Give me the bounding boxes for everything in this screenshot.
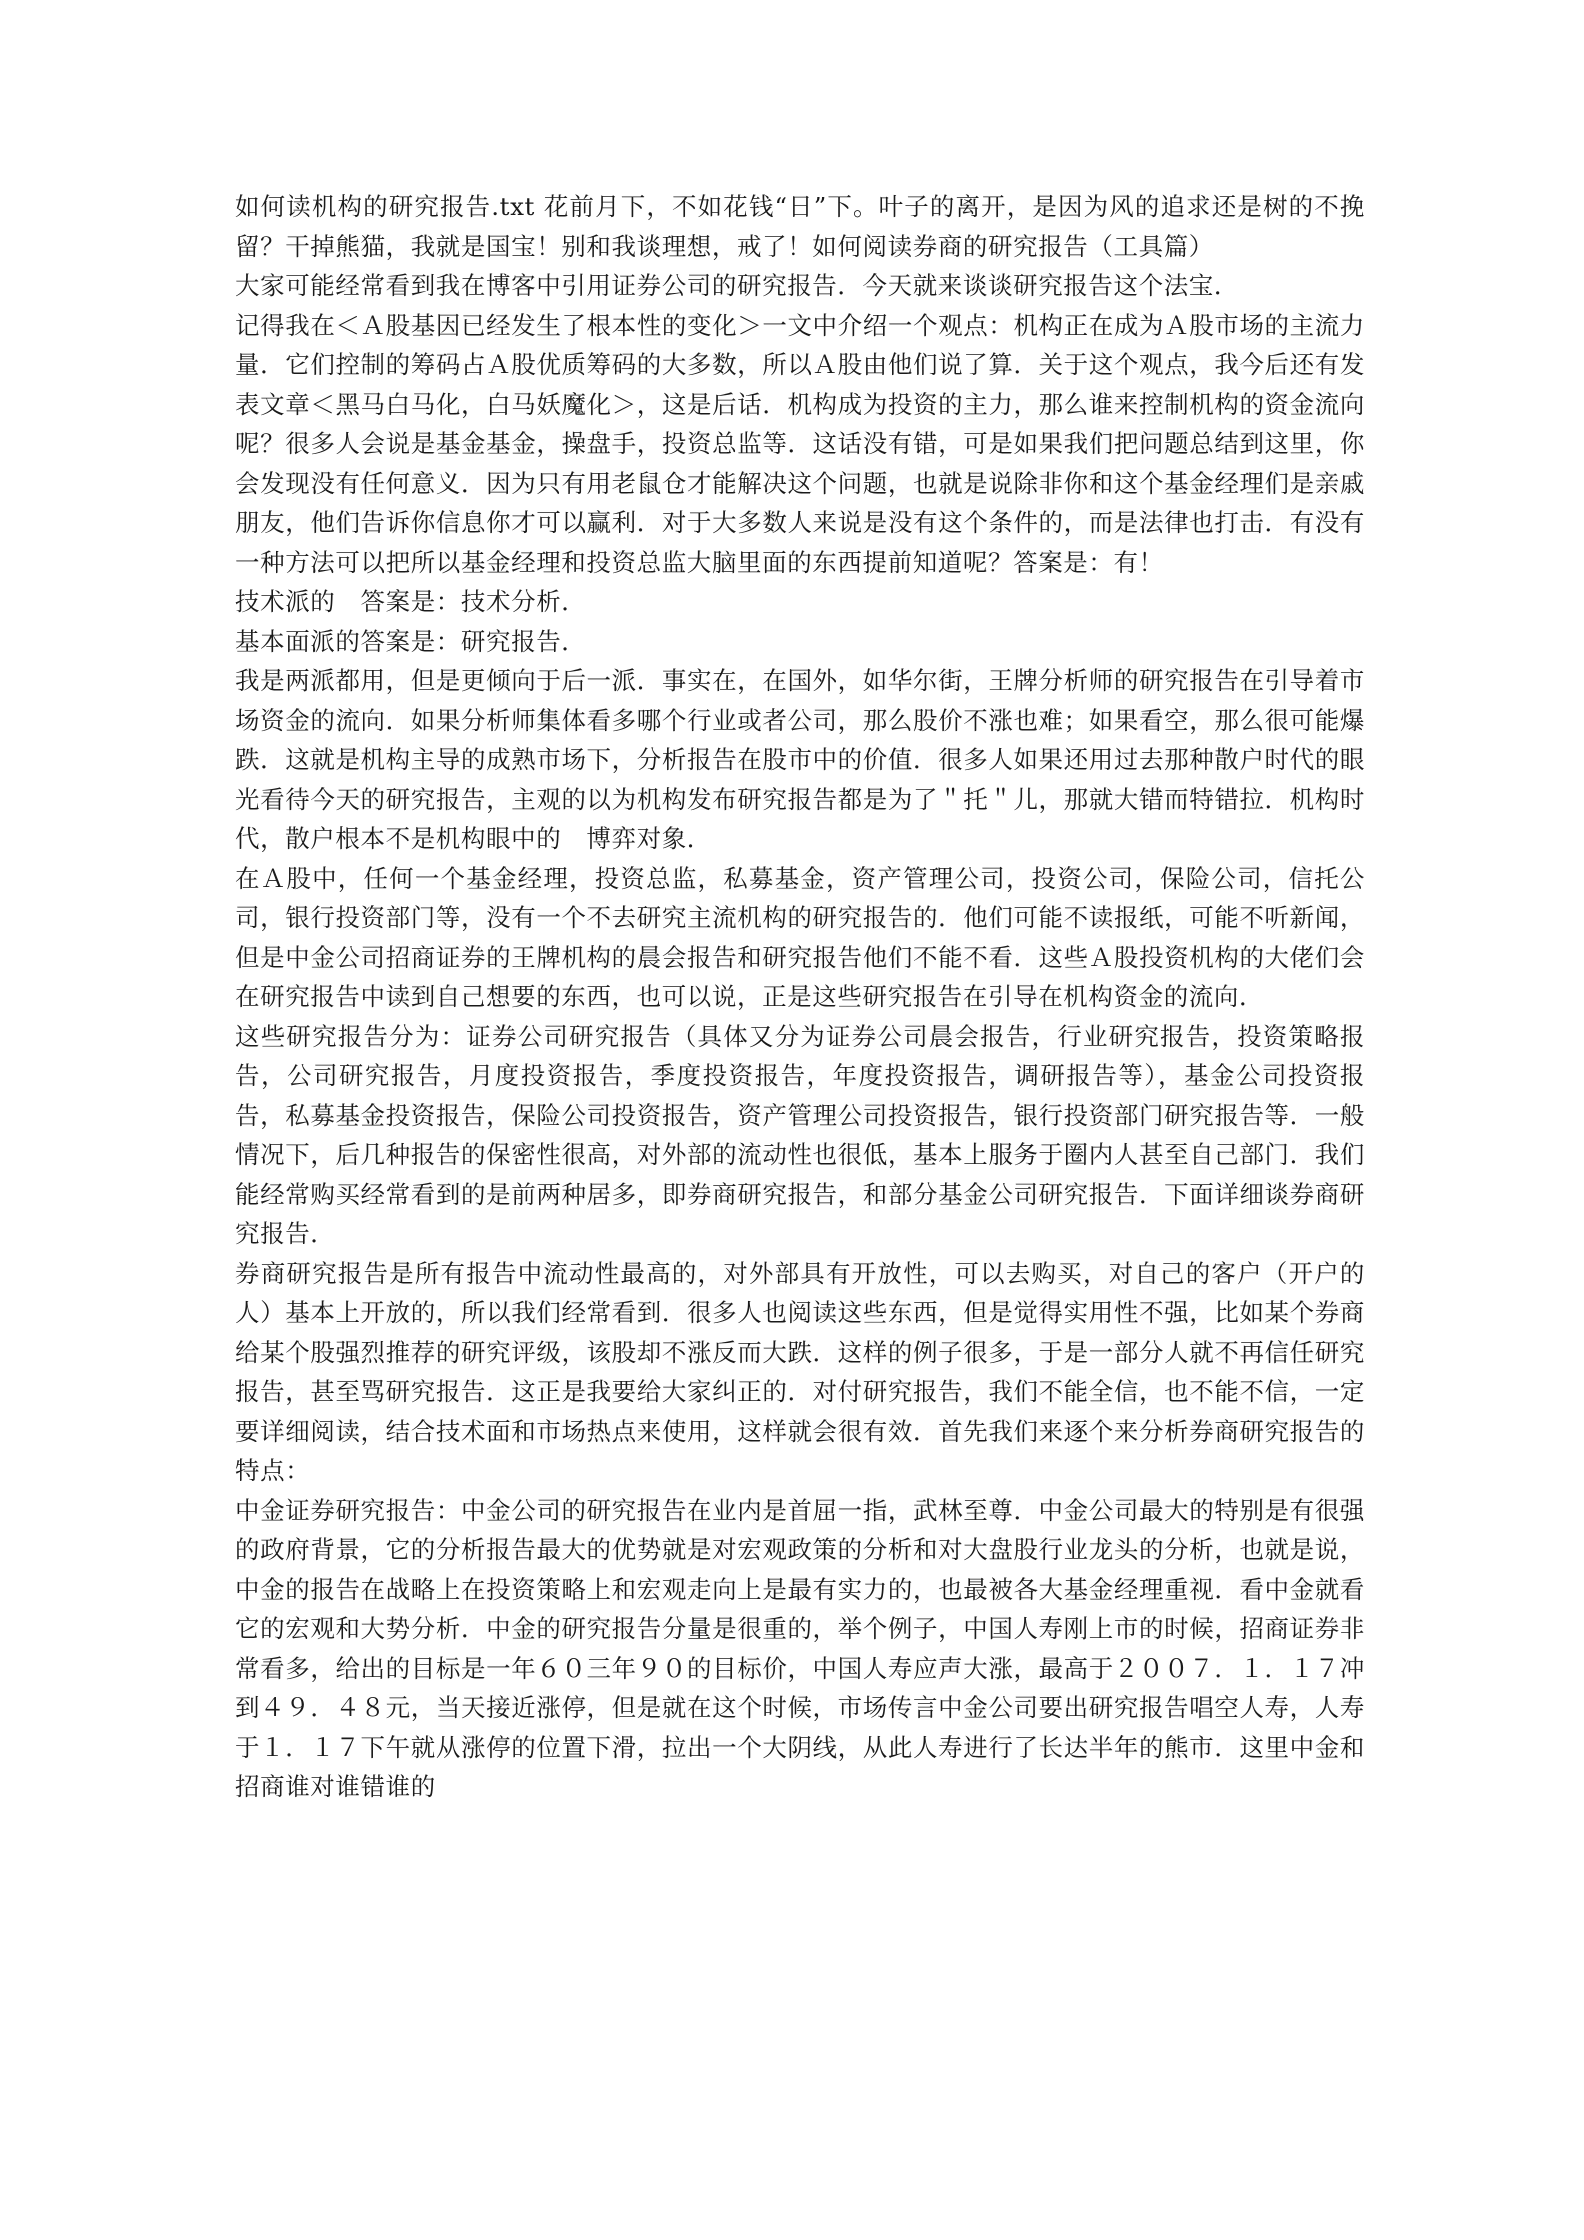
document-page [235,187,1365,1807]
body-paragraph: 中金证券研究报告：中金公司的研究报告在业内是首屈一指，武林至尊．中金公司最大的特别是有很强的政府背景，它的分析报告最大的优势就是对宏观政策的分析和对大盘股行业龙头的分析，也就是说，中金的报告在战略上在投资策略上和宏观走向上是最有实力的，也最被各大基金经理重视．看中金就看它的宏观和大势分析．中金的研究报告分量是很重的，举个例子，中国人寿刚上市的时候，招商证券非常看多，给出的目标是一年６０三年９０的目标价，中国人寿应声大涨，最高于２００７．１．１７冲到４９．４８元，当天接近涨停，但是就在这个时候，市场传言中金公司要出研究报告唱空人寿，人寿于１．１７下午就从涨停的位置下滑，拉出一个大阴线，从此人寿进行了长达半年的熊市．这里中金和招商谁对谁错谁的 [235,1495,1365,1801]
body-paragraph: 我是两派都用，但是更倾向于后一派．事实在，在国外，如华尔街，王牌分析师的研究报告在引导着市场资金的流向．如果分析师集体看多哪个行业或者公司，那么股价不涨也难；如果看空，那么很可能爆跌．这就是机构主导的成熟市场下，分析报告在股市中的价值．很多人如果还用过去那种散户时代的眼光看待今天的研究报告，主观的以为机构发布研究报告都是为了＂托＂儿，那就大错而特错拉．机构时代，散户根本不是机构眼中的 博弈对象． [235,666,1365,853]
body-paragraph: 这些研究报告分为：证券公司研究报告（具体又分为证券公司晨会报告，行业研究报告，投资策略报告，公司研究报告，月度投资报告，季度投资报告，年度投资报告，调研报告等），基金公司投资报告，私募基金投资报告，保险公司投资报告，资产管理公司投资报告，银行投资部门研究报告等．一般情况下，后几种报告的保密性很高，对外部的流动性也很低，基本上服务于圈内人甚至自己部门．我们能经常购买经常看到的是前两种居多，即券商研究报告，和部分基金公司研究报告．下面详细谈券商研究报告． [235,1021,1365,1248]
body-paragraph: 大家可能经常看到我在博客中引用证券公司的研究报告．今天就来谈谈研究报告这个法宝． [235,271,1239,300]
intro-paragraph: 如何读机构的研究报告.txt 花前月下，不如花钱“日”下。叶子的离开，是因为风的追求还是树的不挽留？干掉熊猫，我就是国宝！别和我谈理想，戒了！如何阅读券商的研究报告（工具篇） [235,192,1365,261]
body-paragraph: 记得我在＜Ａ股基因已经发生了根本性的变化＞一文中介绍一个观点：机构正在成为Ａ股市场的主流力量．它们控制的筹码占Ａ股优质筹码的大多数，所以Ａ股由他们说了算．关于这个观点，我今后还有发表文章＜黑马白马化，白马妖魔化＞，这是后话．机构成为投资的主力，那么谁来控制机构的资金流向呢？很多人会说是基金基金，操盘手，投资总监等．这话没有错，可是如果我们把问题总结到这里，你会发现没有任何意义．因为只有用老鼠仓才能解决这个问题，也就是说除非你和这个基金经理们是亲戚朋友，他们告诉你信息你才可以赢利．对于大多数人来说是没有这个条件的，而是法律也打击．有没有一种方法可以把所以基金经理和投资总监大脑里面的东西提前知道呢？答案是：有！ [235,310,1365,577]
body-paragraph: 技术派的 答案是：技术分析． [235,587,587,616]
body-paragraph: 在Ａ股中，任何一个基金经理，投资总监，私募基金，资产管理公司，投资公司，保险公司，信托公司，银行投资部门等，没有一个不去研究主流机构的研究报告的．他们可能不读报纸，可能不听新闻，但是中金公司招商证券的王牌机构的晨会报告和研究报告他们不能不看．这些Ａ股投资机构的大佬们会在研究报告中读到自己想要的东西，也可以说，正是这些研究报告在引导在机构资金的流向． [235,863,1365,1011]
body-paragraph: 基本面派的答案是：研究报告． [235,626,587,656]
body-paragraph: 券商研究报告是所有报告中流动性最高的，对外部具有开放性，可以去购买，对自己的客户（开户的人）基本上开放的，所以我们经常看到．很多人也阅读这些东西，但是觉得实用性不强，比如某个券商给某个股强烈推荐的研究评级，该股却不涨反而大跌．这样的例子很多，于是一部分人就不再信任研究报告，甚至骂研究报告．这正是我要给大家纠正的．对付研究报告，我们不能全信，也不能不信，一定要详细阅读，结合技术面和市场热点来使用，这样就会很有效．首先我们来逐个来分析券商研究报告的特点： [235,1258,1365,1485]
